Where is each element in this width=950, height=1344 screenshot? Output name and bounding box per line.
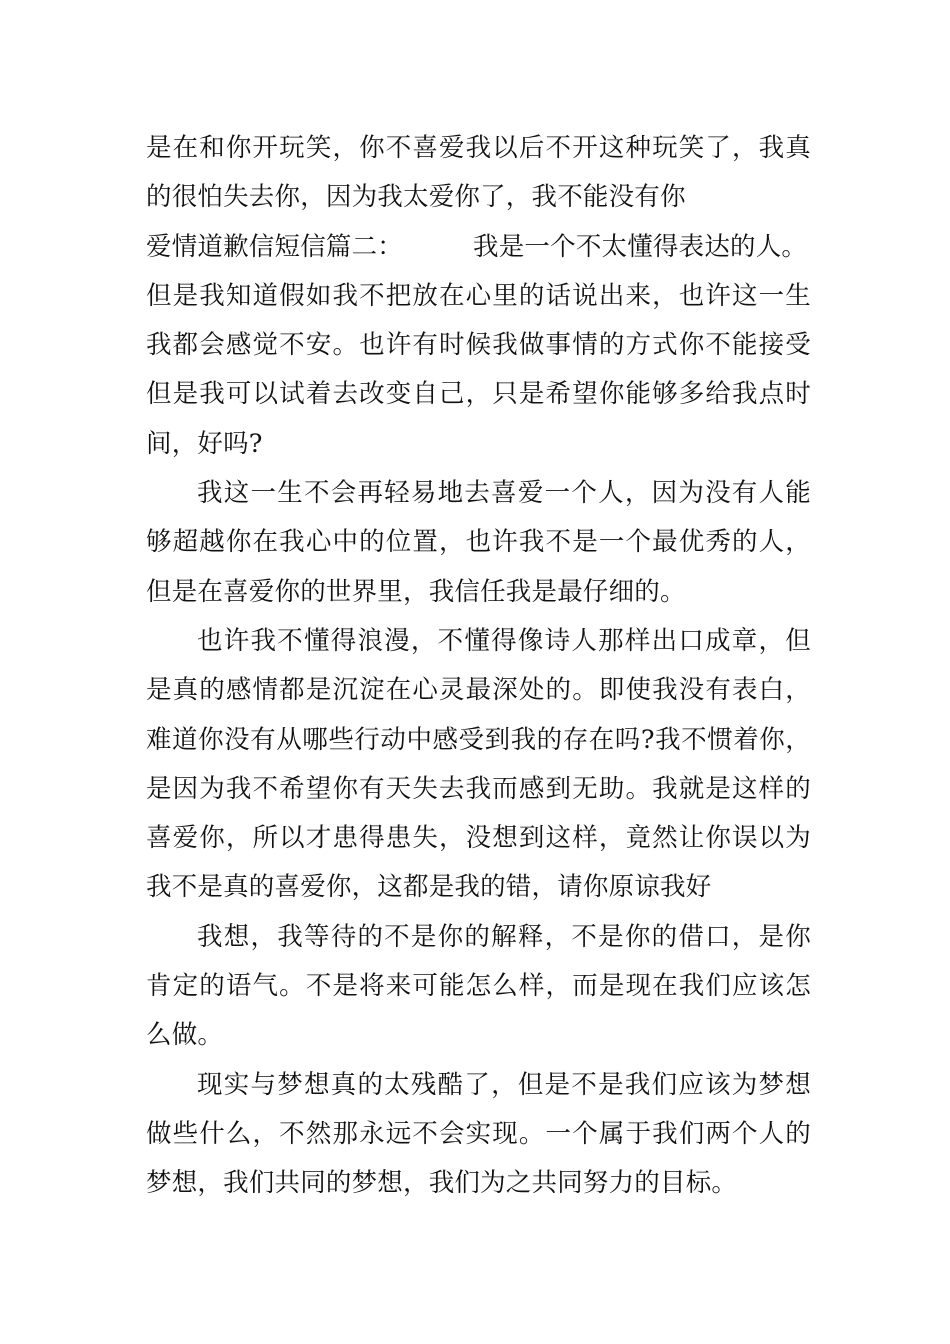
section-heading-text: 我是一个不太懂得表达的人。: [473, 231, 808, 262]
heading-gap: [403, 223, 473, 272]
paragraph-2: 我这一生不会再轻易地去喜爱一个人，因为没有人能够超越你在我心中的位置，也许我不是一个最优秀的人，但是在喜爱你的世界里，我信任我是最仔细的。: [146, 478, 811, 607]
paragraph-4: 我想，我等待的不是你的解释，不是你的借口，是你肯定的语气。不是将来可能怎么样，而是现在我们应该怎么做。: [146, 921, 811, 1051]
section-heading-line: [146, 223, 811, 272]
paragraph-5: 现实与梦想真的太残酷了，但是不是我们应该为梦想做些什么，不然那永远不会实现。一个属于我们两个人的梦想，我们共同的梦想，我们为之共同努力的目标。: [146, 1069, 811, 1199]
paragraph-continuation: 是在和你开玩笑，你不喜爱我以后不开这种玩笑了，我真的很怕失去你，因为我太爱你了，我不能没有你: [146, 133, 811, 213]
section-heading-label: 爱情道歉信短信篇二：: [146, 231, 404, 262]
paragraph-3: 也许我不懂得浪漫，不懂得像诗人那样出口成章，但是真的感情都是沉淀在心灵最深处的。即使我没有表白，难道你没有从哪些行动中感受到我的存在吗?我不惯着你，是因为我不希望你有天失去我而感到无助。我就是这样的喜爱你，所以才患得患失，没想到这样，竟然让你误以为我不是真的喜爱你，这都是我的错，请你原谅我好: [146, 625, 811, 903]
document-body: [146, 124, 811, 1209]
paragraph-1-body: 但是我知道假如我不把放在心里的话说出来，也许这一生我都会感觉不安。也许有时候我做事情的方式你不能接受但是我可以试着去改变自己，只是希望你能够多给我点时间，好吗?: [146, 280, 811, 459]
